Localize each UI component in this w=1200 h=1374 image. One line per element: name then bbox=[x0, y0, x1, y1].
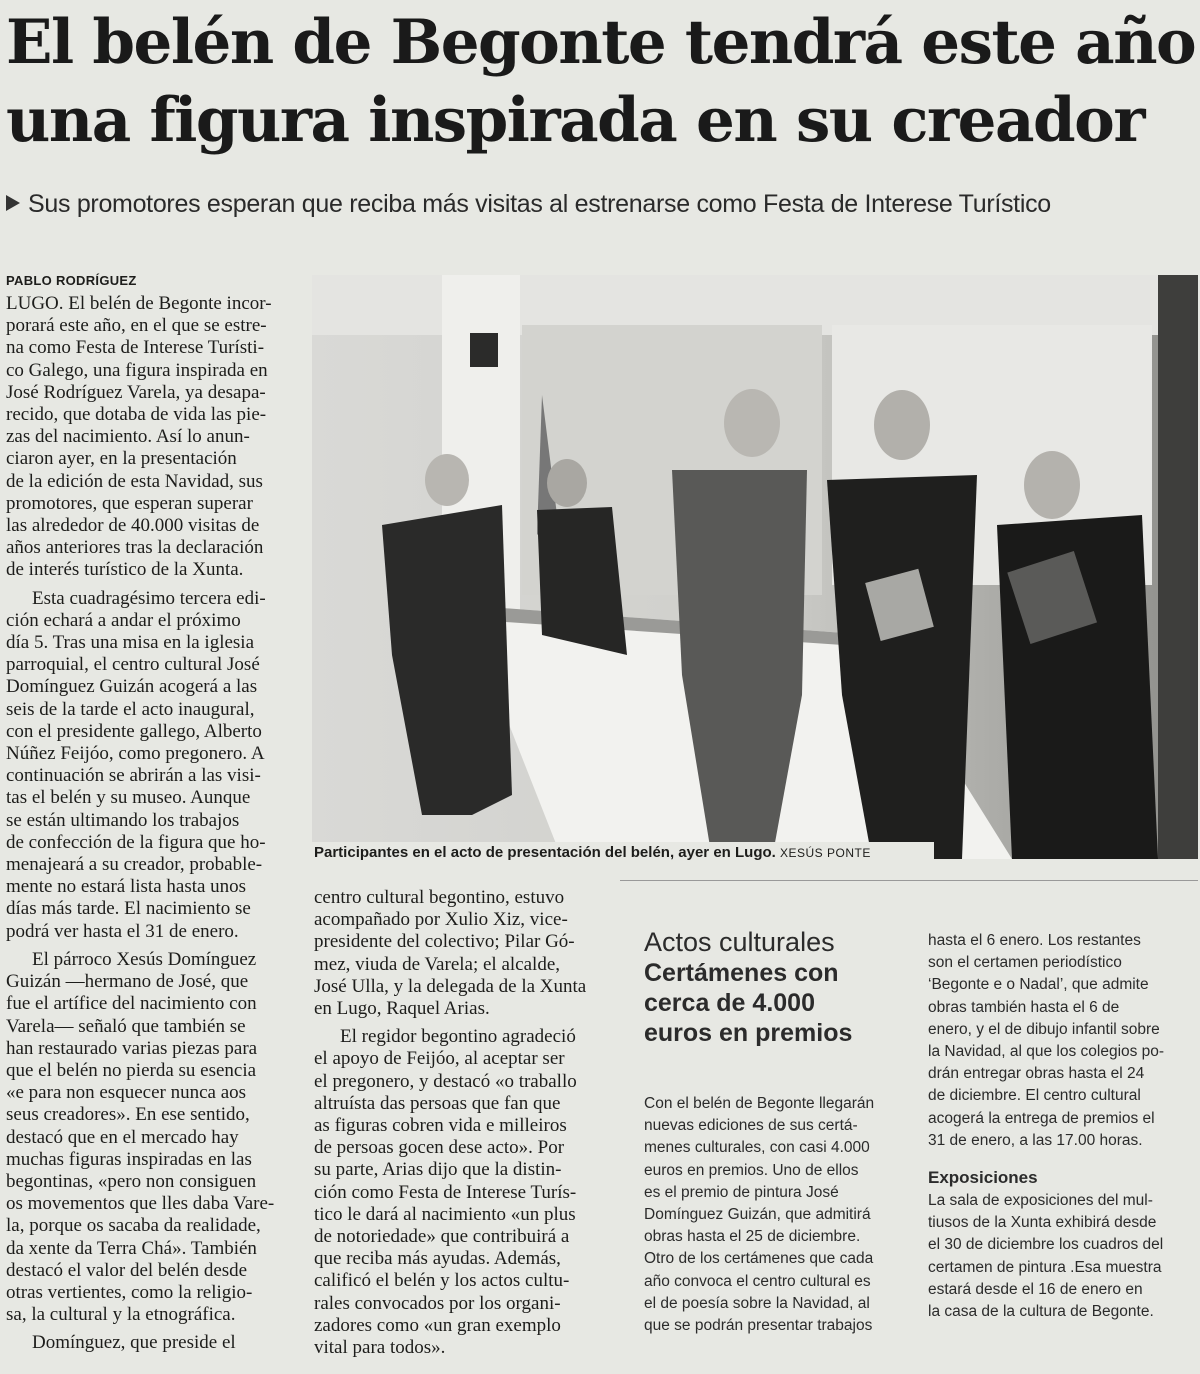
text-line: de diciembre. El centro cultural bbox=[928, 1087, 1141, 1105]
text-line: begontinas, «pero non consiguen bbox=[6, 1170, 257, 1192]
text-line: el pregonero, y destacó «o traballo bbox=[314, 1070, 577, 1092]
text-line: han restaurado varias piezas para bbox=[6, 1037, 258, 1059]
text-line: da xente da Terra Chá». También bbox=[6, 1237, 257, 1259]
text-line: enero, y el de dibujo infantil sobre bbox=[928, 1020, 1160, 1038]
paragraph bbox=[6, 588, 284, 943]
text-line: Otro de los certámenes que cada bbox=[644, 1250, 874, 1268]
text-line: otras vertientes, como la religio- bbox=[6, 1281, 253, 1303]
sidebar-column-1 bbox=[644, 1093, 904, 1337]
text-line: hasta el 6 enero. Los restantes bbox=[928, 932, 1141, 949]
paragraph bbox=[6, 1332, 284, 1354]
text-line: rales convocados por los organi- bbox=[314, 1292, 561, 1314]
text-line: centro cultural begontino, estuvo bbox=[314, 887, 565, 908]
photo-illustration bbox=[312, 275, 1198, 859]
text-line: recido, que dotaba de vida las pie- bbox=[6, 404, 267, 426]
text-line: fue el artífice del nacimiento con bbox=[6, 993, 257, 1015]
sidebar-heading bbox=[644, 926, 914, 1048]
article-column-2 bbox=[314, 887, 596, 1359]
text-line: año convoca el centro cultural es bbox=[644, 1272, 871, 1290]
paragraph bbox=[6, 949, 284, 1326]
text-line: en Lugo, Raquel Arias. bbox=[314, 998, 490, 1020]
text-line: muchas figuras inspiradas en las bbox=[6, 1148, 252, 1170]
sidebar-kicker: Actos culturales bbox=[644, 927, 835, 957]
headline-line-1: El belén de Begonte tendrá este año bbox=[6, 7, 1196, 78]
sidebar-divider bbox=[620, 880, 1198, 881]
text-line: ción como Festa de Interese Turís- bbox=[314, 1181, 577, 1203]
sidebar-title bbox=[644, 958, 914, 1048]
subheadline bbox=[6, 186, 1200, 222]
sidebar-column-2 bbox=[928, 930, 1198, 1323]
text-line: es el premio de pintura José bbox=[644, 1183, 839, 1201]
text-line: podrá ver hasta el 31 de enero. bbox=[6, 920, 239, 942]
text-line: zas del nacimiento. Así lo anun- bbox=[6, 426, 250, 448]
text-line: ción echará a andar el próximo bbox=[6, 609, 241, 631]
text-line: La sala de exposiciones del mul- bbox=[928, 1192, 1153, 1210]
paragraph bbox=[928, 1190, 1198, 1323]
text-line: parroquial, el centro cultural José bbox=[6, 654, 260, 676]
text-line: continuación se abrirán a las visi- bbox=[6, 765, 261, 787]
text-line: día 5. Tras una misa en la iglesia bbox=[6, 632, 255, 654]
text-line: os movementos que lles daba Vare- bbox=[6, 1193, 275, 1215]
text-line: de notoriedade» que contribuirá a bbox=[314, 1226, 570, 1248]
text-line: euros en premios. Uno de ellos bbox=[644, 1161, 859, 1179]
byline: PABLO RODRÍGUEZ bbox=[6, 273, 137, 288]
paragraph bbox=[928, 930, 1198, 1152]
text-line: nuevas ediciones de sus certá- bbox=[644, 1117, 858, 1135]
text-line: días más tarde. El nacimiento se bbox=[6, 898, 251, 920]
text-line: tico le dará al nacimiento «un plus bbox=[314, 1203, 576, 1225]
text-line: se están ultimando los trabajos bbox=[6, 809, 240, 831]
text-line: destacó el valor del belén desde bbox=[6, 1259, 248, 1281]
text-line: tiusos de la Xunta exhibirá desde bbox=[928, 1214, 1157, 1232]
text-line: Domínguez Guizán acogerá a las bbox=[6, 676, 258, 698]
photo-credit: XESÚS PONTE bbox=[779, 846, 871, 860]
text-line: certamen de pintura .Esa muestra bbox=[928, 1258, 1162, 1276]
text-line: seis de la tarde el acto inaugural, bbox=[6, 698, 255, 720]
text-line: El regidor begontino agradeció bbox=[340, 1026, 576, 1048]
text-line: menes culturales, con casi 4.000 bbox=[644, 1139, 870, 1157]
text-line: de interés turístico de la Xunta. bbox=[6, 559, 244, 581]
text-line: las alrededor de 40.000 visitas de bbox=[6, 515, 260, 537]
text-line: sa, la cultural y la etnográfica. bbox=[6, 1304, 236, 1326]
caption-text: Participantes en el acto de presentación del belén, ayer en Lugo. bbox=[314, 844, 776, 861]
text-line: euros en premios bbox=[644, 1019, 853, 1047]
text-line: promotores, que esperan superar bbox=[6, 492, 253, 514]
text-line: Certámenes con bbox=[644, 959, 839, 987]
text-line: calificó el belén y los actos cultu- bbox=[314, 1270, 570, 1292]
text-line: Domínguez, que preside el bbox=[32, 1332, 236, 1354]
text-line: la Navidad, al que los colegios po- bbox=[928, 1043, 1165, 1061]
text-line: Varela— señaló que también se bbox=[6, 1015, 246, 1037]
text-line: drán entregar obras hasta el 24 bbox=[928, 1065, 1145, 1083]
text-line: son el certamen periodístico bbox=[928, 954, 1122, 972]
text-line: su parte, Arias dijo que la distin- bbox=[314, 1159, 562, 1181]
text-line: El párroco Xesús Domínguez bbox=[32, 948, 257, 970]
text-line: el 30 de diciembre los cuadros del bbox=[928, 1236, 1164, 1254]
text-line: años anteriores tras la declaración bbox=[6, 537, 264, 559]
text-line: Núñez Feijóo, como pregonero. A bbox=[6, 743, 265, 765]
text-line: Esta cuadragésimo tercera edi- bbox=[32, 587, 266, 609]
text-line: el de poesía sobre la Navidad, al bbox=[644, 1294, 870, 1312]
text-line: que reciba más ayudas. Además, bbox=[314, 1248, 561, 1270]
headline bbox=[6, 4, 1196, 160]
text-line: con el presidente gallego, Alberto bbox=[6, 720, 262, 742]
news-photo bbox=[312, 275, 1198, 859]
text-line: co Galego, una figura inspirada en bbox=[6, 359, 268, 381]
text-line: José Rodríguez Varela, ya desapa- bbox=[6, 381, 266, 403]
text-line: de confección de la figura que ho- bbox=[6, 831, 266, 853]
text-line: acogerá la entrega de premios el bbox=[928, 1109, 1155, 1127]
text-line: presidente del colectivo; Pilar Gó- bbox=[314, 931, 575, 953]
text-line: porará este año, en el que se estre- bbox=[6, 315, 267, 337]
text-line: na como Festa de Interese Turísti- bbox=[6, 337, 265, 359]
text-line: Domínguez Guizán, que admitirá bbox=[644, 1206, 871, 1224]
text-line: LUGO. El belén de Begonte incor- bbox=[6, 293, 272, 314]
paragraph bbox=[6, 293, 284, 582]
text-line: José Ulla, y la delegada de la Xunta bbox=[314, 975, 587, 997]
paragraph bbox=[314, 887, 596, 1020]
text-line: obras también hasta el 6 de bbox=[928, 998, 1120, 1016]
article-column-1 bbox=[6, 293, 284, 1355]
photo-caption bbox=[312, 842, 934, 864]
play-triangle-icon bbox=[6, 195, 20, 211]
text-line: que se podrán presentar trabajos bbox=[644, 1317, 873, 1335]
text-line: mente no estará lista hasta unos bbox=[6, 876, 247, 898]
text-line: Guizán —hermano de José, que bbox=[6, 971, 249, 993]
text-line: la, porque os sacaba da realidade, bbox=[6, 1215, 261, 1237]
text-line: acompañado por Xulio Xiz, vice- bbox=[314, 909, 568, 931]
text-line: tas el belén y su museo. Aunque bbox=[6, 787, 251, 809]
text-line: menajeará a su creador, probable- bbox=[6, 854, 263, 876]
text-line: destacó que en el mercado hay bbox=[6, 1126, 239, 1148]
text-line: cerca de 4.000 bbox=[644, 989, 815, 1017]
text-line: vital para todos». bbox=[314, 1337, 446, 1359]
subheadline-text: Sus promotores esperan que reciba más visitas al estrenarse como Festa de Interese Turístico bbox=[28, 190, 1051, 218]
paragraph bbox=[644, 1093, 904, 1337]
text-line: ciaron ayer, en la presentación bbox=[6, 448, 237, 470]
text-line: obras hasta el 25 de diciembre. bbox=[644, 1228, 861, 1246]
text-line: 31 de enero, a las 17.00 horas. bbox=[928, 1131, 1143, 1149]
text-line: de persoas gocen dese acto». Por bbox=[314, 1137, 565, 1159]
exhibitions-heading: Exposiciones bbox=[928, 1168, 1038, 1188]
text-line: de la edición de esta Navidad, sus bbox=[6, 470, 263, 492]
text-line: as figuras cobren vida e milleiros bbox=[314, 1115, 567, 1137]
text-line: que el belén no pierda su esencia bbox=[6, 1059, 257, 1081]
text-line: ‘Begonte e o Nadal’, que admite bbox=[928, 976, 1149, 994]
text-line: Con el belén de Begonte llegarán bbox=[644, 1095, 875, 1112]
paragraph bbox=[314, 1026, 596, 1359]
text-line: seus creadores». En ese sentido, bbox=[6, 1104, 250, 1126]
text-line: el apoyo de Feijóo, al aceptar ser bbox=[314, 1048, 565, 1070]
text-line: la casa de la cultura de Begonte. bbox=[928, 1303, 1154, 1321]
text-line: estará desde el 16 de enero en bbox=[928, 1280, 1143, 1298]
text-line: altruísta das persoas que fan que bbox=[314, 1092, 561, 1114]
text-line: «e para non esquecer nunca aos bbox=[6, 1082, 247, 1104]
text-line: zadores como «un gran exemplo bbox=[314, 1314, 561, 1336]
text-line: mez, viuda de Varela; el alcalde, bbox=[314, 953, 560, 975]
headline-line-2: una figura inspirada en su creador bbox=[6, 85, 1144, 156]
